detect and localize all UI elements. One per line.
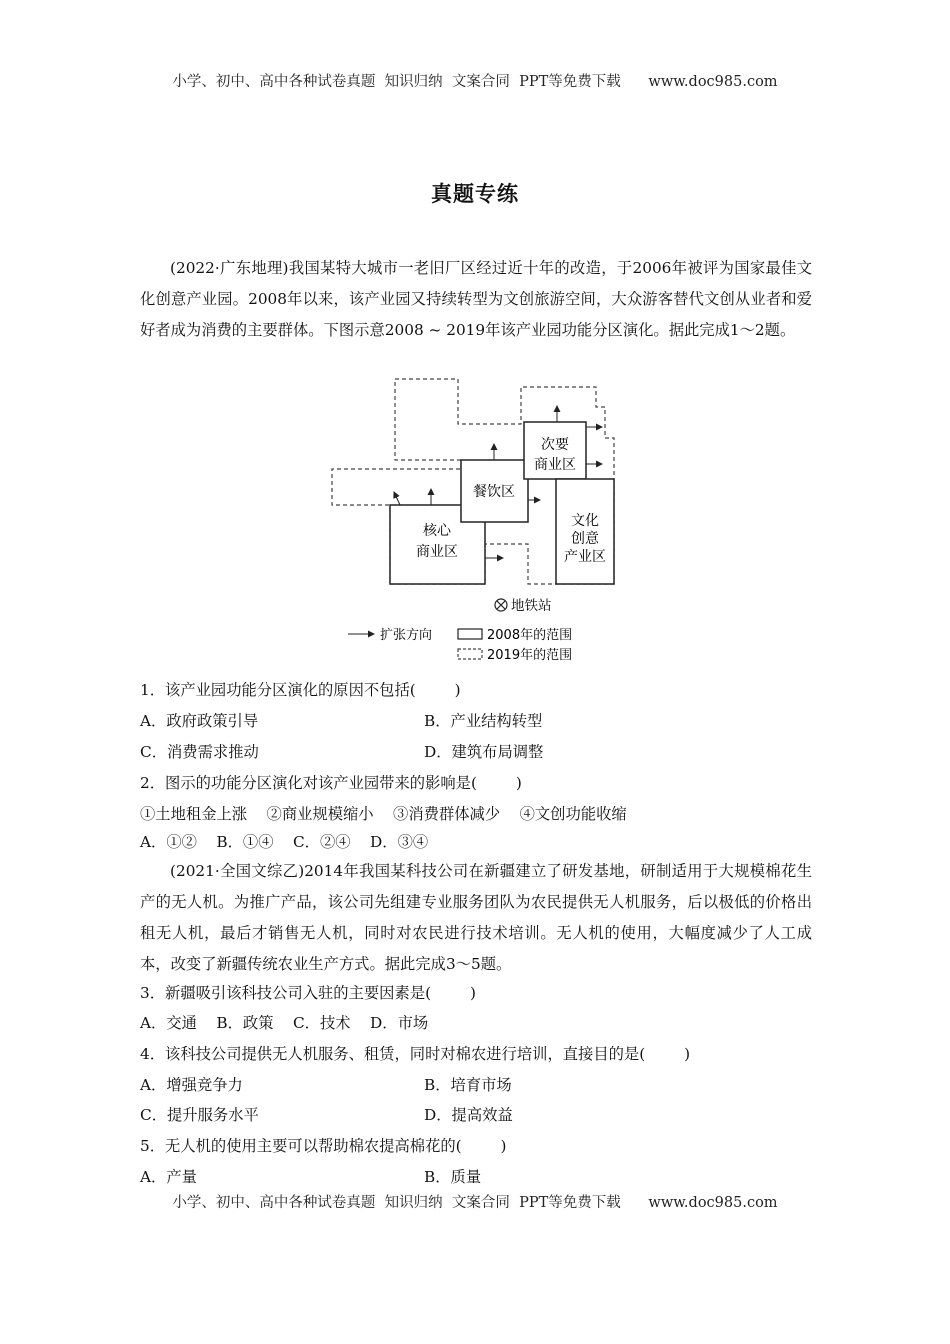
core-label-1: 核心 [423,523,451,539]
q3-stem: 3．新疆吸引该科技公司入驻的主要因素是( ) [140,984,476,1002]
q5-stem: 5．无人机的使用主要可以帮助棉农提高棉花的( ) [140,1137,507,1155]
cultural-label-2: 创意 [571,531,599,547]
expansion-arrow [394,492,400,505]
q2-options: A．①② B．①④ C．②④ D．③④ [140,833,429,851]
q4-stem: 4．该科技公司提供无人机服务、租赁，同时对棉农进行培训，直接目的是( ) [140,1045,691,1063]
legend-2008: 2008年的范围 [487,628,573,643]
secondary-label-1: 次要 [541,437,569,453]
passage-1: (2022·广东地理)我国某特大城市一老旧厂区经过近十年的改造，于2006年被评为国家最佳文化创意产业园。2008年以来，该产业园又持续转型为文创旅游空间，大众游客替代文创从业者和爱好者成为消费的主要群体。下图示意2008 ~ 2019年该产业园功能分区演化。据此完成1～2题。 [140,259,812,339]
passage-2: (2021·全国文综乙)2014年我国某科技公司在新疆建立了研发基地，研制适用于大规模棉花生产的无人机。为推广产品，该公司先组建专业服务团队为农民提供无人机服务，后以极低的价格出租无人机，最后才销售无人机，同时对农民进行技术培训。无人机的使用，大幅度减少了人工成本，改变了新疆传统农业生产方式。据此完成3～5题。 [140,862,812,973]
dining-label: 餐饮区 [473,484,515,500]
legend-2019-icon [458,649,482,659]
q1-option-d: D．建筑布局调整 [424,743,544,761]
q1-option-a: A．政府政策引导 [140,712,259,730]
q4-option-b: B．培育市场 [424,1076,512,1094]
q1-option-c: C．消费需求推动 [140,743,259,761]
q1-stem: 1．该产业园功能分区演化的原因不包括( ) [140,681,461,699]
secondary-label-2: 商业区 [534,457,576,473]
q2-items: ①土地租金上涨 ②商业规模缩小 ③消费群体减少 ④文创功能收缩 [140,805,627,823]
metro-label: 地铁站 [511,598,552,614]
q4-option-d: D．提高效益 [424,1106,513,1124]
zoning-diagram [330,372,630,667]
q5-option-a: A．产量 [140,1168,197,1186]
q1-option-b: B．产业结构转型 [424,712,543,730]
metro-icon [495,599,507,611]
q4-option-a: A．增强竞争力 [140,1076,243,1094]
cultural-label-3: 产业区 [564,549,606,565]
cultural-label-1: 文化 [571,513,599,529]
page-header: 小学、初中、高中各种试卷真题 知识归纳 文案合同 PPT等免费下载 www.doc985.com [172,74,778,90]
page-footer: 小学、初中、高中各种试卷真题 知识归纳 文案合同 PPT等免费下载 www.doc985.com [172,1195,778,1211]
q4-option-c: C．提升服务水平 [140,1106,259,1124]
page-title: 真题专练 [431,182,519,206]
legend-expansion: 扩张方向 [380,628,433,643]
q3-options: A．交通 B．政策 C．技术 D．市场 [140,1014,429,1032]
q5-option-b: B．质量 [424,1168,482,1186]
q2-stem: 2．图示的功能分区演化对该产业园带来的影响是( ) [140,774,522,792]
legend-2008-icon [458,629,482,639]
core-label-2: 商业区 [416,544,458,560]
legend-2019: 2019年的范围 [487,648,573,663]
